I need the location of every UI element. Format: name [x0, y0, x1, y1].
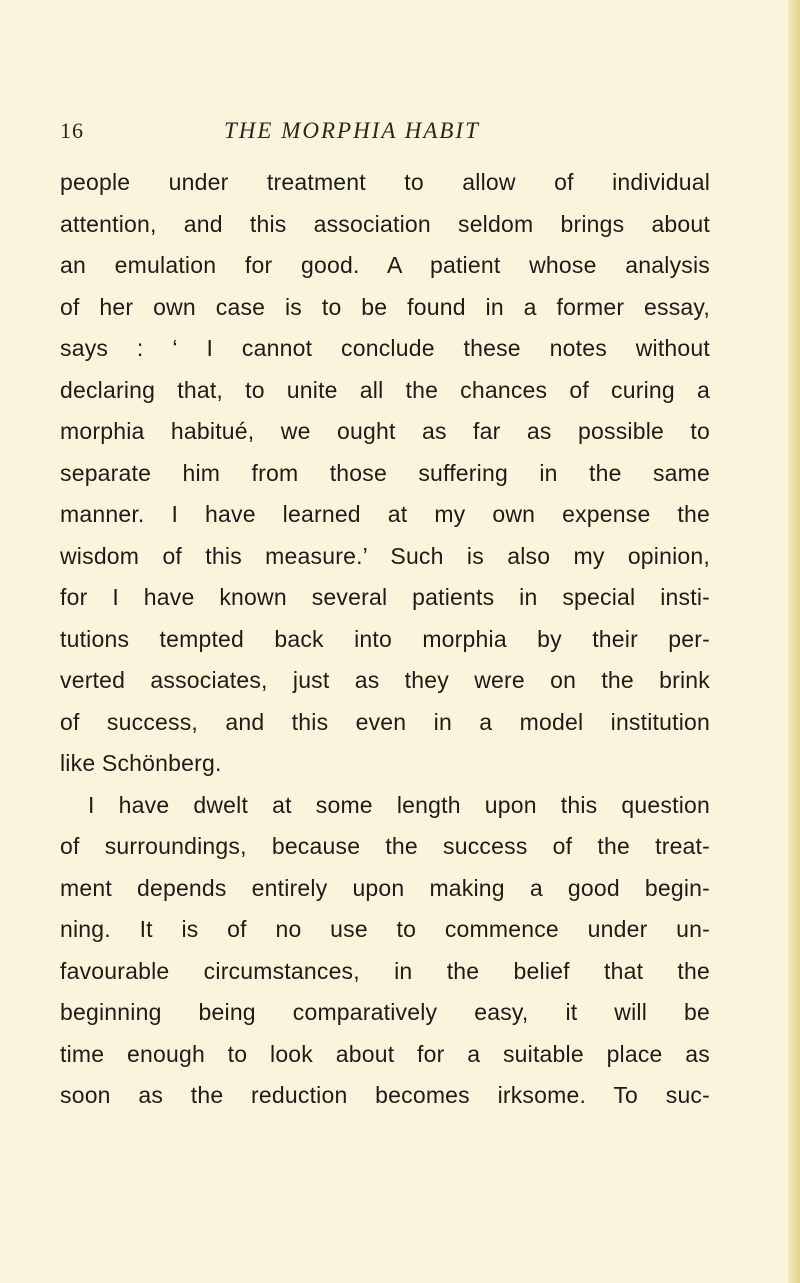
- text-line: tutions tempted back into morphia by their per-: [60, 625, 710, 652]
- text-line: separate him from those suffering in the same: [60, 459, 710, 486]
- text-line: an emulation for good. A patient whose analysis: [60, 252, 710, 278]
- text-line: attention, and this association seldom brings about: [60, 210, 710, 237]
- text-line: morphia habitué, we ought as far as possible to: [60, 418, 710, 444]
- text-line: favourable circumstances, in the belief that the: [60, 957, 710, 984]
- text-line: beginning being comparatively easy, it will be: [60, 999, 710, 1025]
- text-line: ment depends entirely upon making a good begin-: [60, 874, 710, 901]
- text-line: time enough to look about for a suitable place as: [60, 1040, 710, 1067]
- running-title: THE MORPHIA HABIT: [224, 118, 480, 143]
- text-line: of her own case is to be found in a former essay,: [60, 293, 710, 320]
- text-line: like Schönberg.: [60, 750, 222, 776]
- text-line: manner. I have learned at my own expense the: [60, 501, 710, 527]
- text-line: soon as the reduction becomes irksome. To suc-: [60, 1082, 710, 1108]
- text-line: people under treatment to allow of individual: [60, 169, 710, 195]
- paragraph: [60, 162, 710, 785]
- text-line: of success, and this even in a model institution: [60, 708, 710, 735]
- text-line: for I have known several patients in special insti-: [60, 584, 710, 610]
- body-text: [60, 162, 710, 1117]
- page-edge: [788, 0, 800, 1283]
- text-line: ning. It is of no use to commence under un-: [60, 916, 710, 942]
- text-line: I have dwelt at some length upon this question: [88, 791, 710, 818]
- text-line: wisdom of this measure.’ Such is also my opinion,: [60, 542, 710, 569]
- text-line: declaring that, to unite all the chances of curing a: [60, 376, 710, 403]
- text-line: of surroundings, because the success of the treat-: [60, 833, 710, 859]
- running-head: [0, 118, 800, 148]
- text-line: says : ‘ I cannot conclude these notes without: [60, 335, 710, 361]
- text-line: verted associates, just as they were on the brink: [60, 667, 710, 693]
- paragraph: [60, 785, 710, 1117]
- page-number: 16: [60, 118, 84, 143]
